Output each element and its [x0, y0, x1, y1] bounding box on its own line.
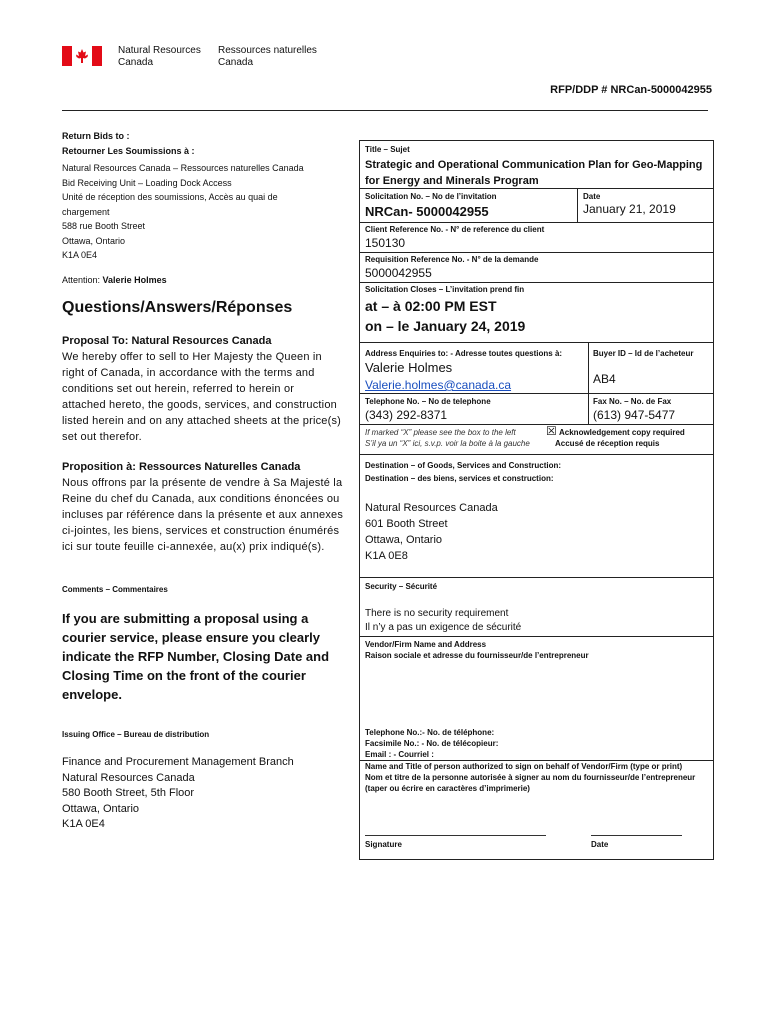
- telephone-label: Telephone No. – No de telephone: [365, 397, 491, 406]
- retourner-label: Retourner Les Soumissions à :: [62, 146, 195, 156]
- marked-note: [365, 427, 530, 449]
- row-divider: [359, 393, 713, 394]
- paragraph-line: Nous offrons par la présente de vendre à Sa Majesté la: [62, 477, 343, 489]
- dept-fr-line2: Canada: [218, 57, 254, 68]
- column-divider: [588, 342, 589, 424]
- destination-label-fr: Destination – des biens, services et construction:: [365, 474, 554, 483]
- date-line[interactable]: [591, 835, 682, 836]
- signature-line[interactable]: [365, 835, 546, 836]
- notice-line: Closing Time on the front of the courier: [62, 668, 306, 683]
- requisition-value: 5000042955: [365, 266, 432, 280]
- address-line: Natural Resources Canada: [62, 771, 195, 784]
- enquiries-label: Address Enquiries to: - Adresse toutes questions à:: [365, 349, 563, 358]
- address-line: chargement: [62, 206, 110, 217]
- date-value: January 21, 2019: [583, 202, 676, 216]
- authorized-label-fr: Nom et titre de la personne autorisée à signer au nom du fournisseur/de l’entrepreneur: [365, 773, 696, 782]
- notice-line: courier service, please ensure you clearly: [62, 630, 320, 645]
- title-label: Title – Sujet: [365, 145, 410, 154]
- proposal-to: Proposal To: Natural Resources Canada: [62, 335, 272, 347]
- row-divider: [359, 424, 713, 425]
- marked-note-line: S’il ya un “X” ici, s.v.p. voir la boite à la gauche: [365, 439, 530, 448]
- row-divider: [359, 342, 713, 343]
- paragraph-line: ci-jointes, les biens, services et construction énumérés: [62, 525, 340, 537]
- paragraph-line: Reine du chef du Canada, aux conditions énoncées ou: [62, 493, 340, 505]
- return-bids-label: Return Bids to :: [62, 131, 130, 141]
- rfp-number: RFP/DDP # NRCan-5000042955: [550, 84, 712, 96]
- vendor-email-label: Email : - Courriel :: [365, 750, 434, 759]
- address-line: Natural Resources Canada – Ressources naturelles Canada: [62, 163, 304, 173]
- address-line: 588 rue Booth Street: [62, 221, 146, 231]
- signature-label: Signature: [365, 840, 402, 849]
- client-ref-label: Client Reference No. - N° de reference du client: [365, 225, 545, 234]
- telephone-value: (343) 292-8371: [365, 408, 448, 422]
- dept-en-line2: Canada: [118, 57, 154, 68]
- address-line: Bid Receiving Unit – Loading Dock Access: [62, 177, 232, 188]
- canada-flag-icon: [62, 46, 102, 66]
- row-divider: [359, 636, 713, 637]
- row-divider: [359, 760, 713, 761]
- title-value: [365, 157, 702, 189]
- vendor-label-en: Vendor/Firm Name and Address: [365, 640, 487, 649]
- proposition-paragraph: [62, 475, 343, 555]
- closing-time-line: at – à 02:00 PM EST: [365, 298, 497, 314]
- client-ref-value: 150130: [365, 236, 406, 250]
- proposition-heading: Proposition à: Ressources Naturelles Canada: [62, 461, 301, 473]
- address-line: Ottawa, Ontario: [62, 802, 140, 815]
- dept-fr-line1: Ressources naturelles: [218, 45, 317, 56]
- paragraph-line: ici sur toute feuille ci-annexée, au(x) prix indiqué(s).: [62, 541, 325, 553]
- fax-label: Fax No. – No. de Fax: [593, 397, 672, 406]
- attention-label: Attention:: [62, 275, 101, 285]
- address-line: 601 Booth Street: [365, 518, 448, 530]
- header-divider: [62, 110, 708, 111]
- buyer-id-value: AB4: [593, 372, 616, 386]
- courier-notice: [62, 609, 329, 704]
- column-divider: [577, 188, 578, 222]
- address-line: Natural Resources Canada: [365, 502, 498, 514]
- date-sign-label: Date: [591, 840, 609, 849]
- acknowledgement-label-fr: Accusé de réception requis: [555, 439, 660, 448]
- security-value: [365, 607, 521, 635]
- date-label: Date: [583, 192, 601, 201]
- acknowledgement-label-en: Acknowledgement copy required: [559, 428, 685, 437]
- proposal-paragraph: [62, 349, 341, 445]
- paragraph-line: We hereby offer to sell to Her Majesty the Queen in: [62, 351, 322, 363]
- department-name-en: [118, 45, 201, 69]
- attention-line: [62, 275, 167, 285]
- buyer-id-label: Buyer ID – Id de l’acheteur: [593, 349, 694, 358]
- security-line: Il n’y a pas un exigence de sécurité: [365, 622, 522, 633]
- paragraph-line: incluses par référence dans la présente et aux annexes: [62, 509, 344, 521]
- closing-date-line: on – le January 24, 2019: [365, 318, 526, 334]
- notice-line: indicate the RFP Number, Closing Date and: [62, 649, 330, 664]
- marked-note-line: If marked “X” please see the box to the left: [365, 428, 516, 437]
- address-line: Unité de réception des soumissions, Accès au quai de: [62, 192, 278, 202]
- paragraph-line: listed herein and on any attached sheets at the price(s): [62, 415, 342, 427]
- row-divider: [359, 188, 713, 189]
- fax-value: (613) 947-5477: [593, 408, 676, 422]
- address-line: K1A 0E4: [62, 818, 105, 830]
- issuing-office-label: Issuing Office – Bureau de distribution: [62, 730, 210, 739]
- closes-label: Solicitation Closes – L’invitation prend fin: [365, 285, 525, 294]
- row-divider: [359, 222, 713, 223]
- return-address: [62, 161, 304, 263]
- notice-line: envelope.: [62, 687, 122, 702]
- title-line: for Energy and Minerals Program: [365, 175, 539, 187]
- row-divider: [359, 454, 713, 455]
- qa-title: Questions/Answers/Réponses: [62, 299, 293, 316]
- authorized-label-note: (taper ou écrire en caractères d’imprimerie): [365, 784, 530, 793]
- authorized-label-en: Name and Title of person authorized to sign on behalf of Vendor/Firm (type or print): [365, 762, 683, 771]
- solicitation-label: Solicitation No. – No de l’invitation: [365, 192, 497, 201]
- paragraph-line: conditions set out herein, referred to herein or: [62, 383, 295, 395]
- address-line: Finance and Procurement Management Branch: [62, 756, 294, 768]
- title-line: Strategic and Operational Communication Plan for Geo-Mapping: [365, 159, 703, 171]
- notice-line: If you are submitting a proposal using a: [62, 611, 309, 626]
- row-divider: [359, 282, 713, 283]
- vendor-label-fr: Raison sociale et adresse du fournisseur/de l’entrepreneur: [365, 651, 589, 660]
- enquiries-name: Valerie Holmes: [365, 360, 453, 375]
- address-line: K1A 0E8: [365, 550, 408, 562]
- security-line: There is no security requirement: [365, 608, 509, 619]
- comments-label: Comments – Commentaires: [62, 585, 168, 594]
- attention-name: Valerie Holmes: [102, 275, 167, 285]
- paragraph-line: set out therefor.: [62, 431, 142, 443]
- address-line: Ottawa, Ontario: [62, 235, 126, 246]
- enquiries-email-link[interactable]: Valerie.holmes@canada.ca: [365, 378, 512, 392]
- closing-time: [365, 296, 525, 336]
- department-name-fr: [218, 45, 317, 69]
- row-divider: [359, 577, 713, 578]
- address-line: K1A 0E4: [62, 250, 98, 260]
- vendor-telephone-label: Telephone No.:- No. de téléphone:: [365, 728, 495, 737]
- acknowledgement-checkbox[interactable]: ☒: [546, 424, 557, 438]
- destination-label-en: Destination – of Goods, Services and Construction:: [365, 461, 562, 470]
- destination-address: [365, 500, 498, 564]
- dept-en-line1: Natural Resources: [118, 45, 201, 56]
- address-line: 580 Booth Street, 5th Floor: [62, 787, 195, 799]
- solicitation-number: NRCan- 5000042955: [365, 204, 489, 219]
- row-divider: [359, 252, 713, 253]
- address-line: Ottawa, Ontario: [365, 534, 443, 546]
- requisition-label: Requisition Reference No. - N° de la demande: [365, 255, 539, 264]
- vendor-fax-label: Facsimile No.: - No. de télécopieur:: [365, 739, 499, 748]
- paragraph-line: right of Canada, in accordance with the terms and: [62, 367, 315, 379]
- paragraph-line: attached hereto, the goods, services, and construction: [62, 399, 337, 411]
- issuing-office-address: [62, 755, 294, 833]
- security-label: Security – Sécurité: [365, 582, 438, 591]
